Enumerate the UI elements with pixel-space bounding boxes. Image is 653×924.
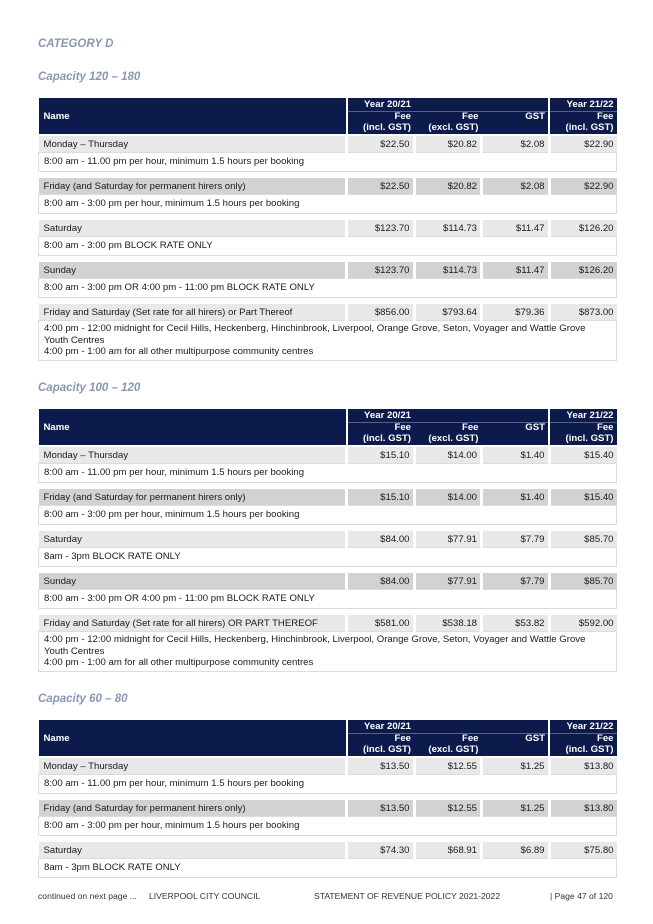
row-name: Saturday bbox=[39, 530, 347, 548]
gst-cell: $1.40 bbox=[482, 446, 550, 464]
row-name: Sunday bbox=[39, 572, 347, 590]
row-description-text: 8:00 am - 3:00 pm OR 4:00 pm - 11:00 pm BLOCK RATE ONLY bbox=[39, 590, 617, 609]
header-name: Name bbox=[39, 98, 347, 135]
fee-excl-cell: $12.55 bbox=[414, 757, 482, 775]
gst-cell: $53.82 bbox=[482, 614, 550, 632]
table-row bbox=[39, 446, 617, 464]
header-fee-incl: Year 20/21 Fee (incl. GST) bbox=[347, 98, 415, 135]
fee-incl-cell: $123.70 bbox=[347, 219, 415, 237]
gst-cell: $2.08 bbox=[482, 135, 550, 153]
fee-excl-cell: $68.91 bbox=[414, 841, 482, 859]
fee-excl-cell: $538.18 bbox=[414, 614, 482, 632]
gst-cell: $11.47 bbox=[482, 261, 550, 279]
gst-cell: $6.89 bbox=[482, 841, 550, 859]
row-name: Friday and Saturday (Set rate for all hirers) OR PART THEREOF bbox=[39, 614, 347, 632]
fee-table bbox=[38, 98, 617, 361]
fee-new-cell: $873.00 bbox=[549, 303, 617, 321]
row-description bbox=[39, 237, 617, 256]
gst-cell: $79.36 bbox=[482, 303, 550, 321]
category-title: CATEGORY D bbox=[38, 38, 114, 50]
row-description-text: 8:00 am - 3:00 pm per hour, minimum 1.5 hours per booking bbox=[39, 195, 617, 214]
table-row bbox=[39, 572, 617, 590]
fee-new-cell: $126.20 bbox=[549, 261, 617, 279]
header-fee-new: Year 21/22 Fee (incl. GST) bbox=[549, 98, 617, 135]
row-description-text: 8:00 am - 11.00 pm per hour, minimum 1.5 hours per booking bbox=[39, 775, 617, 794]
fee-incl-cell: $84.00 bbox=[347, 572, 415, 590]
fee-table bbox=[38, 720, 617, 878]
row-name: Friday (and Saturday for permanent hirers only) bbox=[39, 177, 347, 195]
section-title: Capacity 60 – 80 bbox=[38, 693, 128, 705]
fee-new-cell: $13.80 bbox=[549, 799, 617, 817]
fee-excl-cell: $77.91 bbox=[414, 530, 482, 548]
fee-incl-cell: $22.50 bbox=[347, 177, 415, 195]
header-name: Name bbox=[39, 720, 347, 757]
row-description-text: 8:00 am - 3:00 pm per hour, minimum 1.5 hours per booking bbox=[39, 817, 617, 836]
fee-incl-cell: $74.30 bbox=[347, 841, 415, 859]
row-description-text: 8:00 am - 3:00 pm BLOCK RATE ONLY bbox=[39, 237, 617, 256]
table-row bbox=[39, 799, 617, 817]
row-description bbox=[39, 153, 617, 172]
fee-incl-cell: $581.00 bbox=[347, 614, 415, 632]
table-row bbox=[39, 530, 617, 548]
row-description-text: 8:00 am - 3:00 pm OR 4:00 pm - 11:00 pm BLOCK RATE ONLY bbox=[39, 279, 617, 298]
row-description-text: 8am - 3pm BLOCK RATE ONLY bbox=[39, 548, 617, 567]
row-description bbox=[39, 195, 617, 214]
row-description-text: 8am - 3pm BLOCK RATE ONLY bbox=[39, 859, 617, 878]
row-description bbox=[39, 775, 617, 794]
footer-continued: continued on next page ... bbox=[38, 891, 137, 901]
row-description bbox=[39, 321, 617, 361]
row-name: Saturday bbox=[39, 219, 347, 237]
table-row bbox=[39, 219, 617, 237]
row-description bbox=[39, 464, 617, 483]
row-name: Friday (and Saturday for permanent hirers only) bbox=[39, 488, 347, 506]
header-gst: GST bbox=[482, 720, 550, 757]
fee-incl-cell: $123.70 bbox=[347, 261, 415, 279]
gst-cell: $2.08 bbox=[482, 177, 550, 195]
fee-new-cell: $15.40 bbox=[549, 488, 617, 506]
table-header bbox=[39, 98, 617, 135]
row-name: Friday and Saturday (Set rate for all hirers) or Part Thereof bbox=[39, 303, 347, 321]
section-title: Capacity 120 – 180 bbox=[38, 71, 141, 83]
fee-new-cell: $85.70 bbox=[549, 530, 617, 548]
fee-new-cell: $22.90 bbox=[549, 135, 617, 153]
fee-incl-cell: $13.50 bbox=[347, 757, 415, 775]
row-name: Monday – Thursday bbox=[39, 446, 347, 464]
section-title: Capacity 100 – 120 bbox=[38, 382, 141, 394]
header-gst: GST bbox=[482, 409, 550, 446]
fee-incl-cell: $13.50 bbox=[347, 799, 415, 817]
table-header bbox=[39, 409, 617, 446]
header-gst: GST bbox=[482, 98, 550, 135]
row-name: Friday (and Saturday for permanent hirers only) bbox=[39, 799, 347, 817]
row-description-text: 4:00 pm - 12:00 midnight for Cecil Hills, Heckenberg, Hinchinbrook, Liverpool, Orange Grove, Seton, Voyager and Wattle Grove Youth Centres 4:00 pm - 1:00 am for all other multipurpose community centres bbox=[39, 632, 617, 672]
table-header bbox=[39, 720, 617, 757]
gst-cell: $1.40 bbox=[482, 488, 550, 506]
row-description bbox=[39, 590, 617, 609]
fee-excl-cell: $12.55 bbox=[414, 799, 482, 817]
fee-excl-cell: $14.00 bbox=[414, 446, 482, 464]
table-row bbox=[39, 614, 617, 632]
row-description-text: 8:00 am - 11.00 pm per hour, minimum 1.5 hours per booking bbox=[39, 153, 617, 172]
row-description bbox=[39, 279, 617, 298]
fee-new-cell: $15.40 bbox=[549, 446, 617, 464]
fee-incl-cell: $15.10 bbox=[347, 446, 415, 464]
table-row bbox=[39, 488, 617, 506]
fee-incl-cell: $15.10 bbox=[347, 488, 415, 506]
gst-cell: $7.79 bbox=[482, 572, 550, 590]
header-fee-excl: Fee (excl. GST) bbox=[414, 98, 482, 135]
footer-page-number: | Page 47 of 120 bbox=[550, 891, 613, 901]
footer-council: LIVERPOOL CITY COUNCIL bbox=[149, 891, 261, 901]
table-row bbox=[39, 177, 617, 195]
row-description bbox=[39, 548, 617, 567]
header-fee-excl: Fee (excl. GST) bbox=[414, 409, 482, 446]
header-name: Name bbox=[39, 409, 347, 446]
footer-statement: STATEMENT OF REVENUE POLICY 2021-2022 bbox=[314, 891, 501, 901]
table-row bbox=[39, 303, 617, 321]
row-description-text: 8:00 am - 3:00 pm per hour, minimum 1.5 hours per booking bbox=[39, 506, 617, 525]
fee-new-cell: $22.90 bbox=[549, 177, 617, 195]
gst-cell: $1.25 bbox=[482, 757, 550, 775]
header-fee-incl: Year 20/21 Fee (incl. GST) bbox=[347, 720, 415, 757]
fee-incl-cell: $22.50 bbox=[347, 135, 415, 153]
fee-new-cell: $126.20 bbox=[549, 219, 617, 237]
row-description bbox=[39, 506, 617, 525]
table-row bbox=[39, 135, 617, 153]
fee-new-cell: $75.80 bbox=[549, 841, 617, 859]
row-name: Saturday bbox=[39, 841, 347, 859]
table-row bbox=[39, 757, 617, 775]
fee-excl-cell: $114.73 bbox=[414, 219, 482, 237]
table-row bbox=[39, 261, 617, 279]
fee-excl-cell: $114.73 bbox=[414, 261, 482, 279]
gst-cell: $11.47 bbox=[482, 219, 550, 237]
fee-incl-cell: $856.00 bbox=[347, 303, 415, 321]
fee-table bbox=[38, 409, 617, 672]
fee-new-cell: $85.70 bbox=[549, 572, 617, 590]
row-description bbox=[39, 817, 617, 836]
row-description-text: 4:00 pm - 12:00 midnight for Cecil Hills, Heckenberg, Hinchinbrook, Liverpool, Orange Grove, Seton, Voyager and Wattle Grove Youth Centres 4:00 pm - 1:00 am for all other multipurpose community centres bbox=[39, 321, 617, 361]
fee-excl-cell: $14.00 bbox=[414, 488, 482, 506]
header-fee-new: Year 21/22 Fee (incl. GST) bbox=[549, 409, 617, 446]
row-description-text: 8:00 am - 11.00 pm per hour, minimum 1.5 hours per booking bbox=[39, 464, 617, 483]
fee-excl-cell: $77.91 bbox=[414, 572, 482, 590]
fee-excl-cell: $793.64 bbox=[414, 303, 482, 321]
header-fee-excl: Fee (excl. GST) bbox=[414, 720, 482, 757]
header-fee-new: Year 21/22 Fee (incl. GST) bbox=[549, 720, 617, 757]
fee-new-cell: $592.00 bbox=[549, 614, 617, 632]
fee-incl-cell: $84.00 bbox=[347, 530, 415, 548]
row-name: Monday – Thursday bbox=[39, 757, 347, 775]
fee-new-cell: $13.80 bbox=[549, 757, 617, 775]
gst-cell: $7.79 bbox=[482, 530, 550, 548]
row-name: Sunday bbox=[39, 261, 347, 279]
gst-cell: $1.25 bbox=[482, 799, 550, 817]
table-row bbox=[39, 841, 617, 859]
row-description bbox=[39, 859, 617, 878]
row-description bbox=[39, 632, 617, 672]
fee-excl-cell: $20.82 bbox=[414, 177, 482, 195]
row-name: Monday – Thursday bbox=[39, 135, 347, 153]
header-fee-incl: Year 20/21 Fee (incl. GST) bbox=[347, 409, 415, 446]
fee-excl-cell: $20.82 bbox=[414, 135, 482, 153]
